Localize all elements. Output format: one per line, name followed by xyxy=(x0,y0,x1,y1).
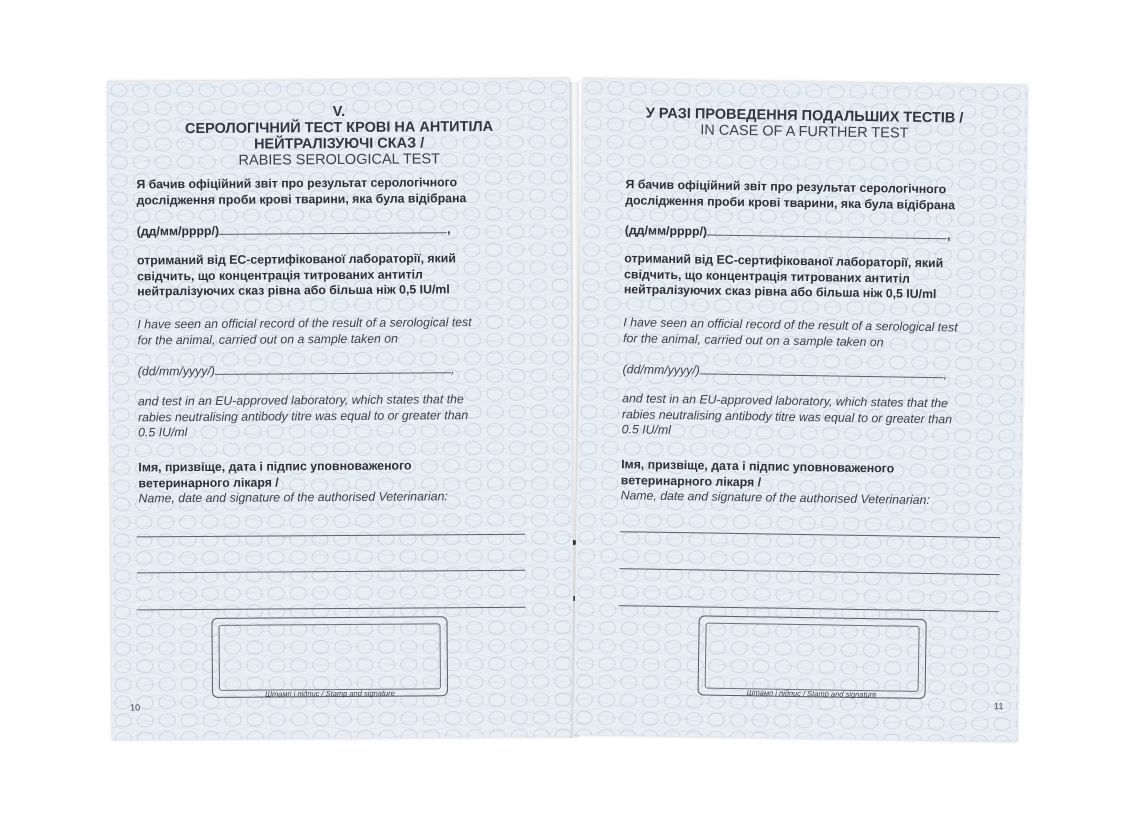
vet-en-line: Name, date and signature of the authorised Veterinarian: xyxy=(620,488,930,508)
vet-uk-line-1: Імя, призвіще, дата і підпис уповноваженого xyxy=(621,457,895,476)
statement-en-line-1: I have seen an official record of the result of a serological test xyxy=(137,315,472,332)
stamp-inner-frame xyxy=(219,623,441,691)
lab-uk-line-1: отриманий від ЕС-сертифікованої лабораторії, який xyxy=(136,251,456,268)
section-title xyxy=(582,105,1026,144)
lab-statement-uk xyxy=(137,250,557,299)
title-en: RABIES SEROLOGICAL TEST xyxy=(238,151,441,169)
date-blank-uk[interactable] xyxy=(219,232,447,235)
statement-en xyxy=(623,315,1013,352)
lab-statement-en xyxy=(622,391,1013,444)
date-label-en: (dd/mm/yyyy/) xyxy=(137,363,215,379)
comma: , xyxy=(946,228,951,243)
vet-uk-line-1: Імя, призвіще, дата і підпис уповноваженого xyxy=(138,458,412,475)
section-number: V. xyxy=(332,103,346,121)
vet-signature-label xyxy=(138,457,558,506)
lab-en-line-3: 0.5 IU/ml xyxy=(138,425,188,440)
statement-uk-line-2: дослідження проби крові тварини, яка була відібрана xyxy=(625,192,956,212)
comma: , xyxy=(943,367,948,382)
date-field-en[interactable] xyxy=(138,359,558,380)
lab-en-line-1: and test in an EU-approved laboratory, which states that the xyxy=(622,391,949,411)
signature-line[interactable] xyxy=(619,605,999,612)
lab-en-line-1: and test in an EU-approved laboratory, which states that the xyxy=(137,392,464,409)
vet-uk-line-2: ветеринарного лікаря / xyxy=(138,474,279,490)
date-field-uk[interactable] xyxy=(625,221,1015,245)
vet-uk-line-2: ветеринарного лікаря / xyxy=(620,472,762,489)
stamp-inner-frame xyxy=(705,623,920,692)
date-blank-en[interactable] xyxy=(215,372,451,375)
lab-statement-en xyxy=(138,391,558,440)
lab-statement-uk xyxy=(624,251,1015,304)
stamp-label: Штамп і підпис / Stamp and signature xyxy=(746,688,877,700)
statement-uk xyxy=(625,177,1015,214)
lab-en-line-2: rabies neutralising antibody titre was equal to or greater than xyxy=(138,407,469,424)
statement-uk-line-1: Я бачив офіційний звіт про результат серологічного xyxy=(136,175,458,192)
statement-en-line-2: for the animal, carried out on a sample taken on xyxy=(623,330,884,349)
stamp-label: Штамп і підпис / Stamp and signature xyxy=(265,688,395,699)
right-page xyxy=(573,79,1027,742)
statement-uk-line-1: Я бачив офіційний звіт про результат серологічного xyxy=(625,177,947,197)
lab-uk-line-3: нейтралізуючих сказ рівна або більша ніж 0,5 IU/ml xyxy=(137,282,450,299)
signature-line[interactable] xyxy=(619,568,999,575)
lab-uk-line-2: свідчить, що концентрація титрованих антитіл xyxy=(137,266,423,283)
title-uk-line-2: НЕЙТРАЛІЗУЮЧІ СКАЗ / xyxy=(254,135,425,153)
title-uk-line-1: СЕРОЛОГІЧНИЙ ТЕСТ КРОВІ НА АНТИТІЛА xyxy=(184,118,494,138)
statement-en-line-1: I have seen an official record of the result of a serological test xyxy=(623,315,958,335)
title-uk: У РАЗІ ПРОВЕДЕННЯ ПОДАЛЬШИХ ТЕСТІВ / xyxy=(645,105,964,127)
statement-en-line-2: for the animal, carried out on a sample taken on xyxy=(137,331,398,347)
lab-uk-line-3: нейтралізуючих сказ рівна або більша ніж 0,5 IU/ml xyxy=(623,282,937,302)
signature-line[interactable] xyxy=(137,570,525,574)
date-label-uk: (дд/мм/рррр/) xyxy=(624,223,708,239)
date-label-uk: (дд/мм/рррр/) xyxy=(136,223,220,239)
lab-en-line-2: rabies neutralising antibody titre was equal to or greater than xyxy=(621,406,953,426)
lab-uk-line-1: отриманий від ЕС-сертифікованої лабораторії, який xyxy=(624,251,944,271)
vet-en-line: Name, date and signature of the authorised Veterinarian: xyxy=(138,489,448,506)
stamp-box[interactable] xyxy=(211,616,448,698)
lab-en-line-3: 0.5 IU/ml xyxy=(621,422,671,437)
statement-uk-line-2: дослідження проби крові тварини, яка була відібрана xyxy=(136,190,467,207)
stamp-box[interactable] xyxy=(698,615,927,699)
signature-line[interactable] xyxy=(620,531,1000,538)
signature-line[interactable] xyxy=(137,607,525,611)
date-field-uk[interactable] xyxy=(137,219,557,240)
date-blank-en[interactable] xyxy=(700,373,944,378)
page-number: 11 xyxy=(993,701,1004,712)
left-page xyxy=(108,78,575,739)
comma: , xyxy=(446,222,451,237)
date-blank-uk[interactable] xyxy=(707,235,947,240)
signature-line[interactable] xyxy=(137,534,525,538)
lab-uk-line-2: свідчить, що концентрація титрованих антитіл xyxy=(624,266,910,286)
vet-signature-label xyxy=(621,457,1012,510)
comma: , xyxy=(450,362,455,377)
statement-uk xyxy=(136,174,556,208)
title-en: IN CASE OF A FURTHER TEST xyxy=(700,122,909,142)
statement-en xyxy=(137,314,557,348)
date-field-en[interactable] xyxy=(622,360,1012,384)
page-number: 10 xyxy=(130,702,141,713)
section-title xyxy=(108,102,570,169)
date-label-en: (dd/mm/yyyy/) xyxy=(622,362,700,378)
